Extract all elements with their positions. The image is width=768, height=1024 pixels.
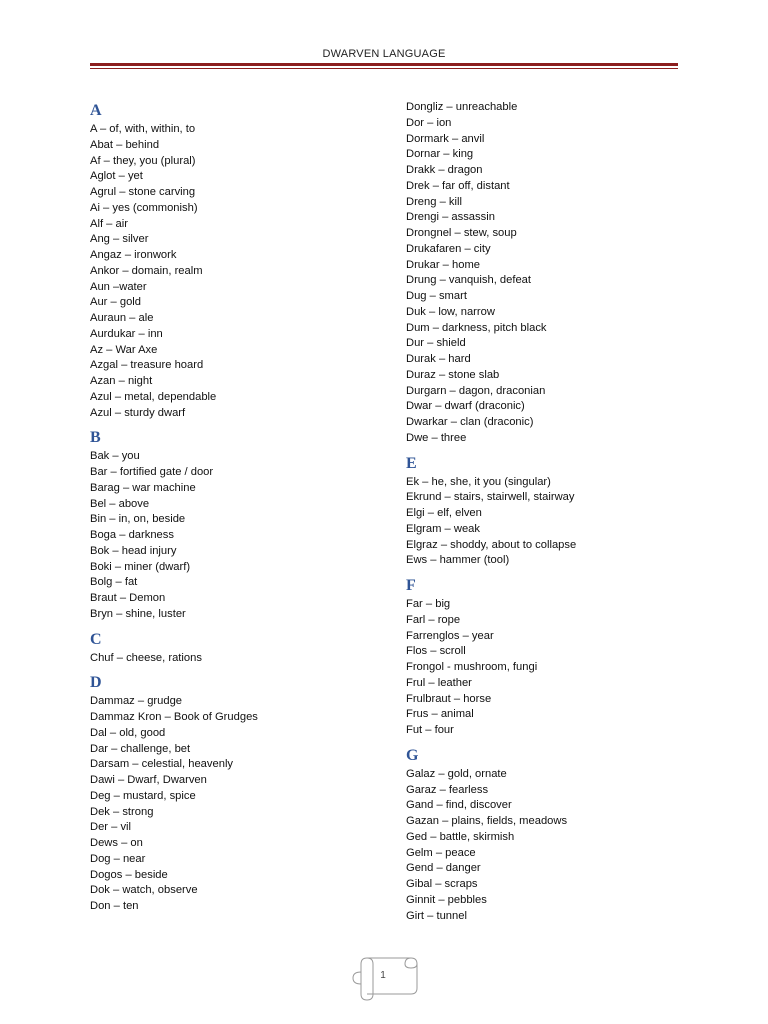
dictionary-entry: Gand – find, discover bbox=[406, 799, 512, 812]
dictionary-entry: Far – big bbox=[406, 598, 451, 610]
dictionary-entry: Auraun – ale bbox=[90, 312, 154, 324]
dictionary-entry: Aur – gold bbox=[90, 296, 141, 309]
dictionary-entry: Gibal – scraps bbox=[406, 878, 478, 890]
dictionary-entry: Dormark – anvil bbox=[406, 132, 485, 145]
dictionary-entry: Duk – low, narrow bbox=[406, 305, 495, 318]
page-number: 1 bbox=[380, 970, 386, 981]
dictionary-entry: Dek – strong bbox=[90, 805, 154, 818]
dictionary-entry: Bolg – fat bbox=[90, 576, 138, 589]
dictionary-entry: Drung – vanquish, defeat bbox=[406, 274, 532, 287]
dictionary-entry: Durak – hard bbox=[406, 353, 471, 365]
dictionary-entry: Dor – ion bbox=[406, 116, 452, 129]
dictionary-entry: Duraz – stone slab bbox=[406, 368, 500, 381]
dictionary-entry: Braut – Demon bbox=[90, 592, 166, 604]
dictionary-entry: Dum – darkness, pitch black bbox=[406, 321, 547, 334]
dictionary-entry: Frul – leather bbox=[406, 676, 472, 689]
dictionary-entry: Farl – rope bbox=[406, 613, 461, 626]
dictionary-entry: Farrenglos – year bbox=[406, 629, 494, 642]
dictionary-entry: Af – they, you (plural) bbox=[90, 154, 196, 167]
section-letter-c: C bbox=[90, 630, 102, 648]
dictionary-entry: Ang – silver bbox=[90, 233, 149, 246]
dictionary-entry: Flos – scroll bbox=[406, 645, 466, 658]
dictionary-entry: Az – War Axe bbox=[90, 343, 158, 356]
dictionary-entry: Dongliz – unreachable bbox=[406, 101, 518, 113]
section-letter-a: A bbox=[90, 102, 102, 119]
dictionary-entry: Dwarkar – clan (draconic) bbox=[406, 416, 534, 428]
dictionary-entry: Dwe – three bbox=[406, 431, 467, 444]
dictionary-entry: Ekrund – stairs, stairwell, stairway bbox=[406, 491, 575, 504]
header-divider-thick bbox=[90, 63, 678, 66]
dictionary-entry: Drakk – dragon bbox=[406, 164, 483, 176]
page-header-title: DWARVEN LANGUAGE bbox=[322, 48, 446, 60]
dictionary-entry: Deg – mustard, spice bbox=[90, 789, 196, 802]
dictionary-entry: Dews – on bbox=[90, 837, 143, 849]
dictionary-entry: A – of, with, within, to bbox=[90, 123, 196, 135]
dictionary-entry: Dawi – Dwarf, Dwarven bbox=[90, 774, 207, 786]
dictionary-entry: Ek – he, she, it you (singular) bbox=[406, 475, 551, 488]
dictionary-entry: Aurdukar – inn bbox=[90, 327, 163, 340]
dictionary-entry: Der – vil bbox=[90, 821, 132, 834]
dictionary-entry: Bel – above bbox=[90, 497, 150, 510]
dictionary-entry: Dwar – dwarf (draconic) bbox=[406, 400, 525, 413]
right-column bbox=[406, 100, 706, 924]
dictionary-entry: Drek – far off, distant bbox=[406, 179, 510, 192]
dictionary-entry: Elgraz – shoddy, about to collapse bbox=[406, 538, 577, 551]
dictionary-entry: Frongol - mushroom, fungi bbox=[406, 661, 538, 673]
dictionary-entry: Ginnit – pebbles bbox=[406, 893, 487, 906]
section-letter-g: G bbox=[406, 746, 419, 764]
page-footer bbox=[347, 954, 419, 1002]
dictionary-entry: Girt – tunnel bbox=[406, 909, 467, 922]
dictionary-entry: Aun –water bbox=[90, 280, 147, 293]
section-letter-e: E bbox=[406, 454, 417, 472]
dictionary-entry: Gelm – peace bbox=[406, 846, 476, 859]
dictionary-entry: Dornar – king bbox=[406, 148, 474, 161]
dictionary-entry: Dammaz Kron – Book of Grudges bbox=[90, 711, 258, 723]
dictionary-entry: Gazan – plains, fields, meadows bbox=[406, 815, 568, 827]
dictionary-entry: Ged – battle, skirmish bbox=[406, 830, 515, 843]
dictionary-entry: Garaz – fearless bbox=[406, 783, 489, 796]
section-letter-d: D bbox=[90, 674, 102, 692]
dictionary-entry: Agrul – stone carving bbox=[90, 186, 196, 198]
dictionary-entry: Bok – head injury bbox=[90, 544, 177, 557]
dictionary-entry: Durgarn – dagon, draconian bbox=[406, 384, 546, 397]
dictionary-entry: Ews – hammer (tool) bbox=[406, 554, 510, 567]
dictionary-entry: Aglot – yet bbox=[90, 170, 143, 183]
dictionary-entry: Dur – shield bbox=[406, 337, 466, 350]
dictionary-entry: Bar – fortified gate / door bbox=[90, 466, 214, 478]
section-letter-f: F bbox=[406, 577, 416, 594]
header-divider bbox=[90, 63, 678, 69]
dictionary-entry: Barag – war machine bbox=[90, 481, 196, 494]
dictionary-entry: Don – ten bbox=[90, 900, 139, 912]
dictionary-entry: Abat – behind bbox=[90, 138, 160, 151]
dictionary-entry: Gend – danger bbox=[406, 862, 481, 875]
dictionary-entry: Azul – sturdy dwarf bbox=[90, 406, 186, 419]
dictionary-entry: Dreng – kill bbox=[406, 195, 462, 208]
header-divider-thin bbox=[90, 68, 678, 69]
dictionary-entry: Bak – you bbox=[90, 450, 140, 463]
section-letter-b: B bbox=[90, 429, 101, 447]
dictionary-entry: Dal – old, good bbox=[90, 726, 166, 739]
dictionary-entry: Ai – yes (commonish) bbox=[90, 201, 198, 214]
dictionary-entry: Dar – challenge, bet bbox=[90, 742, 191, 755]
dictionary-entry: Ankor – domain, realm bbox=[90, 264, 203, 277]
dictionary-entry: Azgal – treasure hoard bbox=[90, 359, 204, 372]
dictionary-entry: Angaz – ironwork bbox=[90, 249, 177, 261]
dictionary-entry: Drongnel – stew, soup bbox=[406, 227, 517, 239]
dictionary-entry: Frulbraut – horse bbox=[406, 692, 492, 705]
left-column bbox=[90, 100, 390, 915]
dictionary-entry: Bryn – shine, luster bbox=[90, 607, 186, 620]
dictionary-entry: Dug – smart bbox=[406, 290, 467, 302]
dictionary-entry: Chuf – cheese, rations bbox=[90, 651, 202, 664]
dictionary-entry: Dog – near bbox=[90, 852, 146, 865]
dictionary-entry: Fut – four bbox=[406, 724, 454, 736]
dictionary-entry: Azan – night bbox=[90, 375, 153, 387]
dictionary-entry: Boki – miner (dwarf) bbox=[90, 560, 191, 573]
dictionary-entry: Elgram – weak bbox=[406, 522, 480, 535]
dictionary-entry: Dammaz – grudge bbox=[90, 695, 183, 708]
dictionary-entry: Drukar – home bbox=[406, 258, 480, 271]
dictionary-entry: Azul – metal, dependable bbox=[90, 390, 217, 403]
dictionary-entry: Elgi – elf, elven bbox=[406, 507, 482, 519]
dictionary-entry: Boga – darkness bbox=[90, 529, 174, 541]
dictionary-entry: Drukafaren – city bbox=[406, 242, 491, 255]
dictionary-entry: Galaz – gold, ornate bbox=[406, 767, 507, 780]
dictionary-entry: Dogos – beside bbox=[90, 868, 168, 881]
dictionary-entry: Drengi – assassin bbox=[406, 211, 495, 224]
dictionary-entry: Alf – air bbox=[90, 217, 128, 230]
dictionary-entry: Frus – animal bbox=[406, 708, 474, 721]
dictionary-entry: Bin – in, on, beside bbox=[90, 513, 186, 526]
dictionary-entry: Dok – watch, observe bbox=[90, 884, 198, 897]
dictionary-entry: Darsam – celestial, heavenly bbox=[90, 758, 234, 771]
